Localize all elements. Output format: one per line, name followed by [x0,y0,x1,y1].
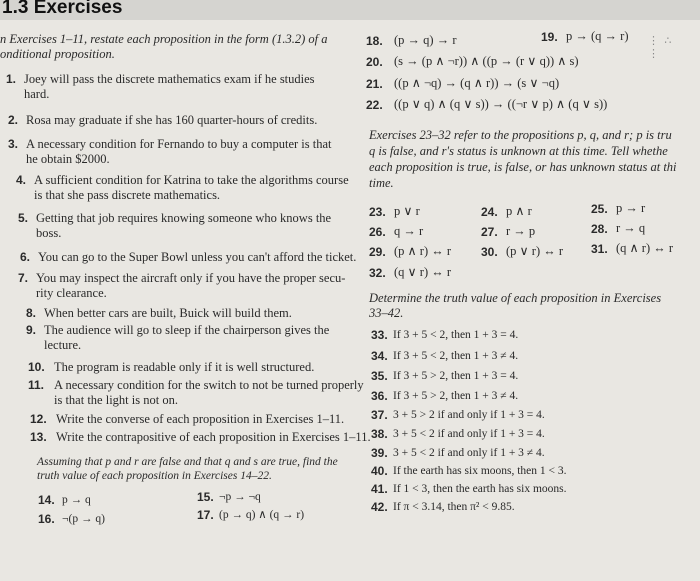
exercise-formula: (q ∧ r) ↔ r [616,241,674,255]
exercise-text: A necessary condition for Fernando to buy a computer is that [26,137,332,151]
exercise-text: You can go to the Super Bowl unless you can't afford the ticket. [38,250,357,264]
exercise-formula: ((p ∧ ¬q) → (q ∧ r)) → (s ∨ ¬q) [394,76,560,90]
exercise-number: 26. [369,225,386,239]
exercise-number: 39. [371,446,388,460]
exercise-number: 15. [197,490,214,504]
exercise-number: 13. [30,430,47,444]
exercise-number: 11. [28,378,45,392]
exercise-formula: (p ∨ r) ↔ r [506,244,564,258]
exercise-text: 3 + 5 < 2 if and only if 1 + 3 ≠ 4. [393,447,545,459]
exercise-text: The program is readable only if it is well structured. [54,360,315,374]
exercise-text: When better cars are built, Buick will build them. [44,306,292,320]
exercise-text: Rosa may graduate if she has 160 quarter-hours of credits. [26,113,318,127]
exercise-text: boss. [36,226,62,240]
exercise-number: 16. [38,512,55,526]
exercise-number: 9. [26,323,37,337]
exercise-text: If 3 + 5 < 2, then 1 + 3 ≠ 4. [393,350,519,362]
exercise-text: A necessary condition for the switch to not be turned properly [54,378,364,392]
exercise-text: If 3 + 5 < 2, then 1 + 3 = 4. [393,329,519,341]
exercise-number: 40. [371,464,388,478]
assume-line-2: truth value of each proposition in Exercises 14–22. [37,470,272,482]
exercise-formula: ¬p → ¬q [219,491,261,503]
exercise-number: 8. [26,306,37,320]
para-line-4: time. [369,176,394,190]
exercise-formula: p → r [616,201,646,215]
exercise-number: 3. [8,137,19,151]
exercise-number: 27. [481,225,498,239]
section-title: 1.3 Exercises [2,0,123,18]
exercise-number: 6. [20,250,31,264]
exercise-text: Joey will pass the discrete mathematics exam if he studies [24,72,315,86]
decorative-mark: ⋮ ∴ ⋮ [648,34,673,60]
exercise-text: Write the converse of each proposition in Exercises 1–11. [56,412,345,426]
exercise-text: If the earth has six moons, then 1 < 3. [393,465,567,477]
exercise-number: 5. [18,211,29,225]
exercise-formula: (s → (p ∧ ¬r)) ∧ ((p → (r ∨ q)) ∧ s) [394,54,579,68]
exercise-formula: p ∧ r [506,204,532,218]
exercise-number: 2. [8,113,19,127]
exercise-text: A sufficient condition for Katrina to take the algorithms course [34,173,349,187]
exercise-number: 29. [369,245,386,259]
exercise-text: rity clearance. [36,286,107,300]
exercise-number: 17. [197,508,214,522]
exercise-text: Write the contrapositive of each proposition in Exercises 1–11. [56,430,371,444]
exercise-number: 23. [369,205,386,219]
exercise-number: 33. [371,328,388,342]
exercise-formula: (p → q) ∧ (q → r) [219,509,305,521]
exercise-formula: (p ∧ r) ↔ r [394,244,452,258]
exercise-number: 32. [369,266,386,280]
para-line-2: q is false, and r's status is unknown at this time. Tell whethe [369,144,668,158]
exercise-text: 3 + 5 > 2 if and only if 1 + 3 = 4. [393,409,545,421]
exercise-text: If 3 + 5 > 2, then 1 + 3 ≠ 4. [393,390,519,402]
exercise-formula: r → q [616,221,646,235]
exercise-number: 21. [366,77,383,91]
section-header [0,0,700,20]
exercise-formula: p ∨ r [394,204,420,218]
exercise-text: You may inspect the aircraft only if you have the proper secu- [36,271,346,285]
exercise-text: The audience will go to sleep if the chairperson gives the [44,323,330,337]
exercise-number: 38. [371,427,388,441]
exercise-number: 28. [591,222,608,236]
exercise-number: 30. [481,245,498,259]
exercise-number: 10. [28,360,45,374]
exercise-number: 7. [18,271,29,285]
exercise-formula: ¬(p → q) [62,513,105,525]
exercise-number: 25. [591,202,608,216]
exercise-text: If 3 + 5 > 2, then 1 + 3 = 4. [393,370,519,382]
exercise-number: 35. [371,369,388,383]
intro-line-1: n Exercises 1–11, restate each proposition in the form (1.3.2) of a [0,32,328,46]
exercise-formula: (q ∨ r) ↔ r [394,265,452,279]
exercise-text: is that the light is not on. [54,393,178,407]
determine-line-1: Determine the truth value of each proposition in Exercises [369,291,662,305]
exercise-number: 19. [541,30,558,44]
exercise-number: 18. [366,34,383,48]
exercise-number: 31. [591,242,608,256]
exercise-number: 41. [371,482,388,496]
exercise-formula: p → (q → r) [566,29,629,43]
exercise-number: 37. [371,408,388,422]
exercise-formula: (p → q) → r [394,33,457,47]
exercise-number: 14. [38,493,55,507]
intro-line-2: onditional proposition. [0,47,115,61]
exercise-number: 12. [30,412,47,426]
exercise-number: 24. [481,205,498,219]
exercise-formula: q → r [394,224,424,238]
exercise-text: 3 + 5 < 2 if and only if 1 + 3 = 4. [393,428,545,440]
exercise-number: 1. [6,72,17,86]
exercise-text: lecture. [44,338,82,352]
exercise-text: If π < 3.14, then π² < 9.85. [393,501,515,513]
exercise-number: 34. [371,349,388,363]
exercise-formula: r → p [506,224,536,238]
exercise-text: is that she pass discrete mathematics. [34,188,221,202]
exercise-text: Getting that job requires knowing someone who knows the [36,211,332,225]
para-line-3: each proposition is true, is false, or has unknown status at thi [369,160,677,174]
exercise-text: hard. [24,87,50,101]
exercise-formula: ((p ∨ q) ∧ (q ∨ s)) → ((¬r ∨ p) ∧ (q ∨ s)) [394,97,608,111]
determine-line-2: 33–42. [369,306,404,320]
exercise-number: 22. [366,98,383,112]
exercise-formula: p → q [62,494,91,506]
exercise-text: he obtain $2000. [26,152,110,166]
assume-line-1: Assuming that p and r are false and that q and s are true, find the [37,456,338,468]
exercise-text: If 1 < 3, then the earth has six moons. [393,483,567,495]
exercise-number: 42. [371,500,388,514]
exercise-number: 4. [16,173,27,187]
para-line-1: Exercises 23–32 refer to the propositions p, q, and r; p is tru [369,128,672,142]
exercise-number: 20. [366,55,383,69]
exercise-number: 36. [371,389,388,403]
